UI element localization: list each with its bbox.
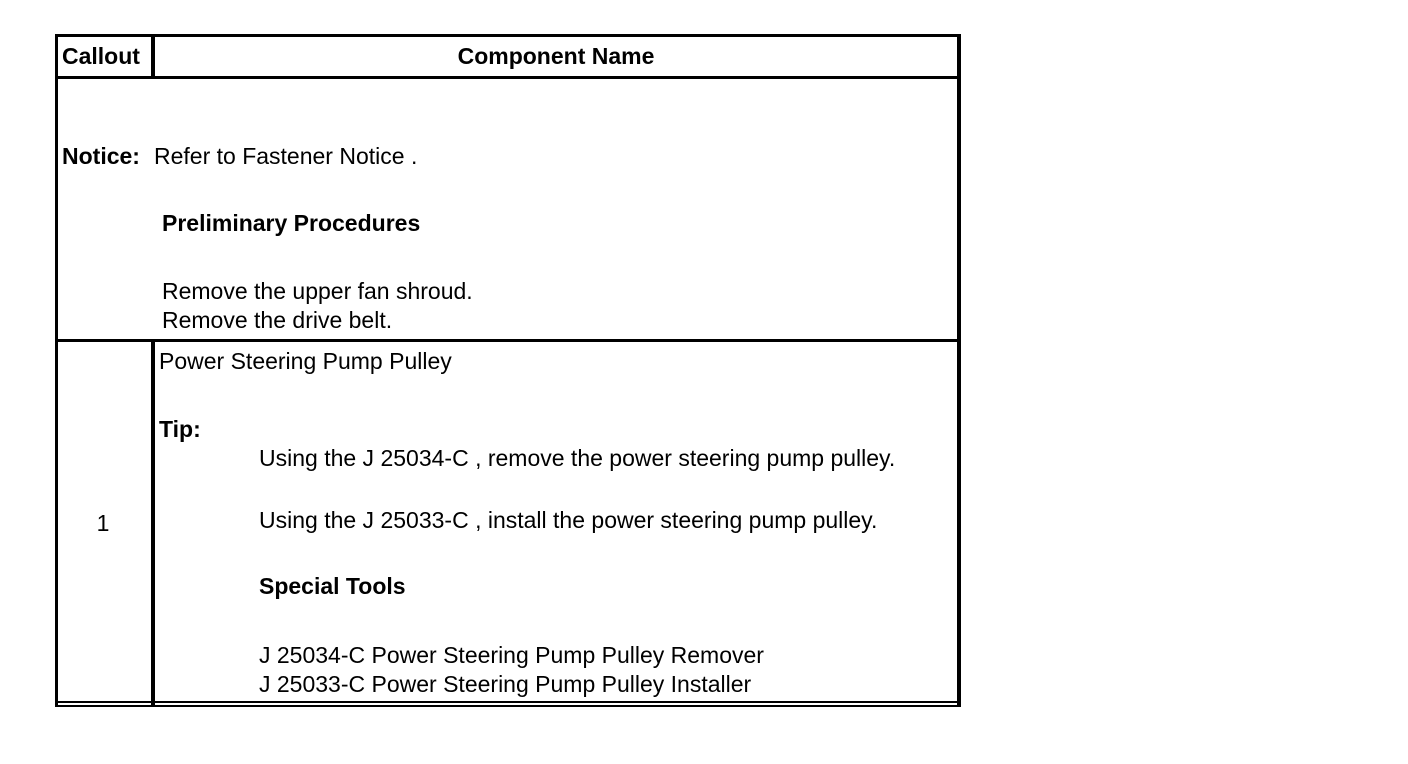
notice-text: Refer to Fastener Notice . (154, 143, 418, 169)
procedure-table (55, 34, 961, 707)
component-name: Power Steering Pump Pulley (159, 348, 452, 374)
tip-text: Using the J 25033-C , install the power steering pump pulley. (259, 507, 878, 533)
preliminary-step: Remove the upper fan shroud. (162, 278, 473, 304)
table-border-bottom (55, 701, 961, 703)
table-border-left (55, 34, 58, 707)
special-tool-item: J 25034-C Power Steering Pump Pulley Remover (259, 642, 764, 668)
row-column-divider (151, 340, 155, 707)
header-callout: Callout (62, 43, 140, 69)
preliminary-step: Remove the drive belt. (162, 307, 393, 333)
table-border-top (55, 34, 961, 37)
header-component-name: Component Name (457, 43, 655, 69)
preliminary-procedures-heading: Preliminary Procedures (162, 210, 421, 236)
header-divider (55, 76, 961, 79)
notice-row-divider (55, 339, 961, 342)
notice-label: Notice: (62, 143, 140, 169)
special-tools-heading: Special Tools (259, 573, 406, 599)
table-border-bottom-2 (55, 705, 961, 707)
tip-label: Tip: (159, 416, 201, 442)
callout-number: 1 (96, 510, 110, 536)
special-tool-item: J 25033-C Power Steering Pump Pulley Installer (259, 671, 752, 697)
table-border-right (957, 34, 961, 707)
tip-text: Using the J 25034-C , remove the power steering pump pulley. (259, 445, 896, 471)
